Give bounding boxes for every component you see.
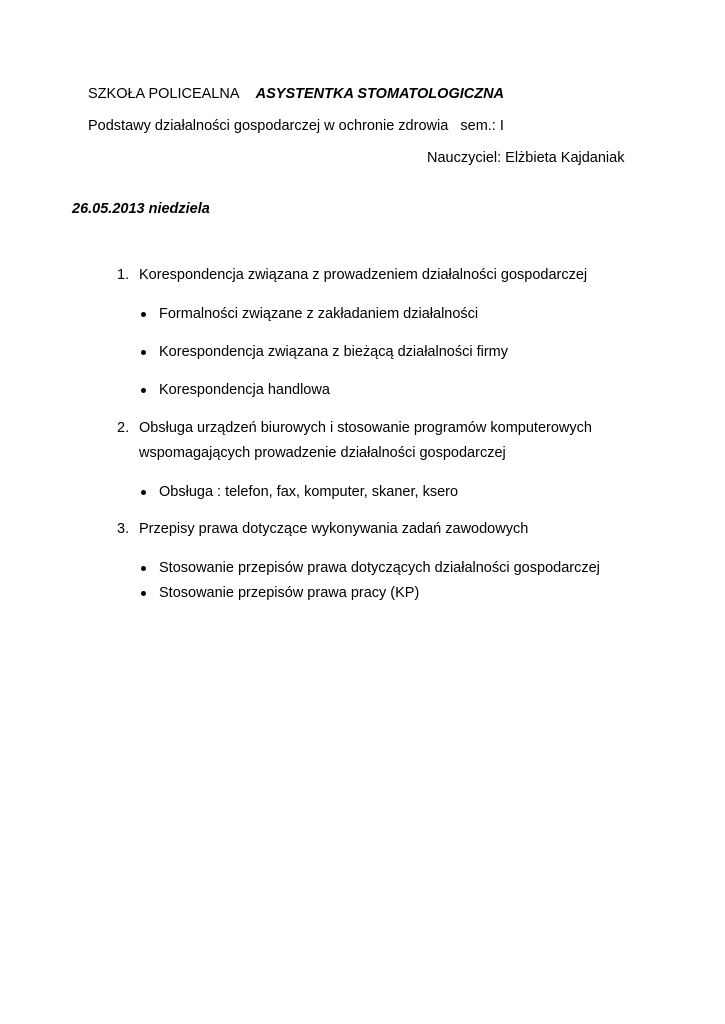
semester: sem.: I xyxy=(460,118,504,134)
item-number: 3. xyxy=(117,521,130,537)
bullet-item: Formalności związane z zakładaniem działalności xyxy=(159,306,479,322)
bullet-item: Stosowanie przepisów prawa dotyczących działalności gospodarczej xyxy=(159,560,600,576)
bullet-dot xyxy=(141,312,146,317)
lesson-date: 26.05.2013 niedziela xyxy=(72,201,210,217)
bullet-dot xyxy=(141,591,146,596)
item-title: Korespondencja związana z prowadzeniem działalności gospodarczej xyxy=(139,267,588,283)
bullet-item: Korespondencja związana z bieżącą działalności firmy xyxy=(159,344,508,360)
header-line-2 xyxy=(88,117,504,135)
item-number: 2. xyxy=(117,420,130,436)
teacher-name: Nauczyciel: Elżbieta Kajdaniak xyxy=(427,150,625,166)
bullet-dot xyxy=(141,490,146,495)
item-title-continued: wspomagających prowadzenie działalności gospodarczej xyxy=(139,445,506,461)
bullet-item: Korespondencja handlowa xyxy=(159,382,330,398)
bullet-item: Stosowanie przepisów prawa pracy (KP) xyxy=(159,585,420,601)
item-title: Przepisy prawa dotyczące wykonywania zadań zawodowych xyxy=(139,521,529,537)
header-line-1 xyxy=(88,85,504,103)
program-name: ASYSTENTKA STOMATOLOGICZNA xyxy=(255,86,505,102)
bullet-dot xyxy=(141,350,146,355)
subject-name: Podstawy działalności gospodarczej w ochronie zdrowia xyxy=(88,118,449,134)
school-name: SZKOŁA POLICEALNA xyxy=(88,86,240,102)
bullet-dot xyxy=(141,388,146,393)
item-number: 1. xyxy=(117,267,130,283)
item-title: Obsługa urządzeń biurowych i stosowanie programów komputerowych xyxy=(139,420,592,436)
bullet-dot xyxy=(141,566,146,571)
bullet-item: Obsługa : telefon, fax, komputer, skaner, ksero xyxy=(159,484,459,500)
